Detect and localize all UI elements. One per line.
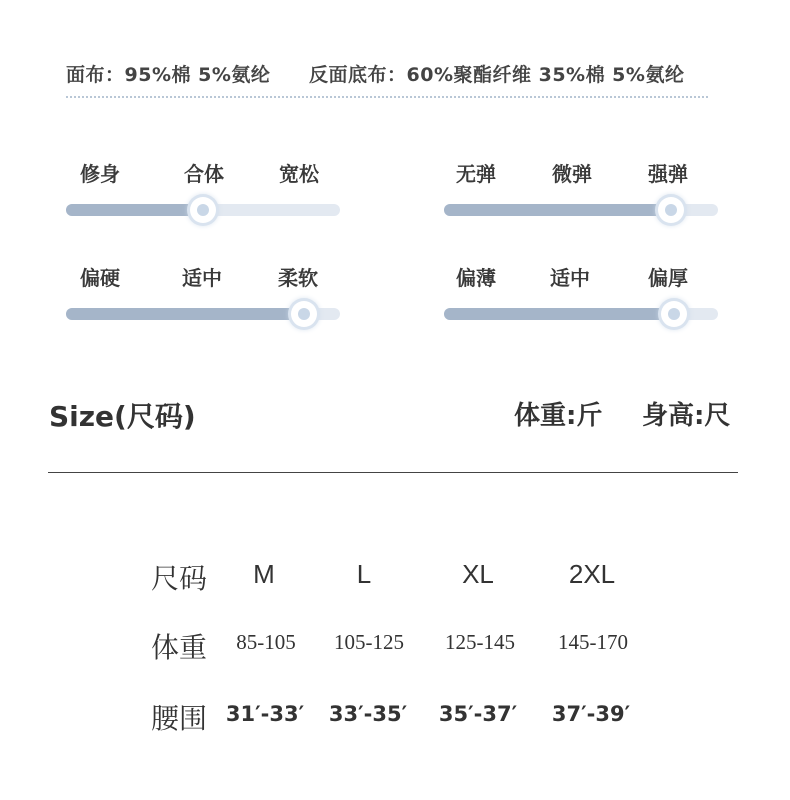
face-fabric-text: 面布：95%棉 5%氨纶 <box>66 64 271 86</box>
weight-row-label: 体重 <box>151 631 208 664</box>
size-cell: XL <box>462 559 494 589</box>
slider-track <box>444 204 718 216</box>
weight-cell: 105-125 <box>334 630 404 654</box>
slider-label: 修身 <box>80 162 120 186</box>
waist-cell: 35′-37′ <box>438 702 518 726</box>
thickness-slider <box>444 262 718 332</box>
slider-track <box>444 308 718 320</box>
weight-cell: 145-170 <box>558 630 628 654</box>
slider-fill <box>66 204 203 216</box>
slider-fill <box>66 308 304 320</box>
section-divider <box>48 472 738 473</box>
size-title: Size(尺码) <box>49 400 196 433</box>
slider-label: 偏厚 <box>648 266 688 290</box>
dotted-divider <box>66 96 708 98</box>
slider-label: 适中 <box>550 266 590 290</box>
slider-track <box>66 204 340 216</box>
slider-label: 宽松 <box>279 162 319 186</box>
slider-label: 强弹 <box>648 162 688 186</box>
back-fabric-text: 反面底布：60%聚酯纤维 35%棉 5%氨纶 <box>309 64 685 86</box>
size-cell: 2XL <box>568 559 616 589</box>
slider-label: 合体 <box>184 162 224 186</box>
slider-label: 无弹 <box>456 162 496 186</box>
waist-cell: 31′-33′ <box>225 702 305 726</box>
slider-label: 微弹 <box>552 162 592 186</box>
softness-slider <box>66 262 340 332</box>
slider-knob <box>291 301 317 327</box>
slider-knob <box>658 197 684 223</box>
slider-knob <box>661 301 687 327</box>
slider-label: 柔软 <box>278 266 318 290</box>
weight-cell: 85-105 <box>236 630 296 654</box>
waist-cell: 33′-35′ <box>328 702 408 726</box>
size-cell: L <box>356 559 372 589</box>
slider-label: 偏薄 <box>456 266 496 290</box>
elasticity-slider <box>444 158 718 228</box>
size-cell: M <box>253 559 275 589</box>
size-row-label: 尺码 <box>151 562 208 595</box>
height-unit-label: 身高:尺 <box>642 401 731 431</box>
slider-label: 适中 <box>182 266 222 290</box>
waist-cell: 37′-39′ <box>551 702 631 726</box>
slider-fill <box>444 204 671 216</box>
slider-fill <box>444 308 674 320</box>
waist-row-label: 腰围 <box>151 702 208 735</box>
weight-cell: 125-145 <box>445 630 515 654</box>
fit-slider <box>66 158 340 228</box>
slider-track <box>66 308 340 320</box>
slider-label: 偏硬 <box>80 266 120 290</box>
weight-unit-label: 体重:斤 <box>514 401 603 431</box>
slider-knob <box>190 197 216 223</box>
